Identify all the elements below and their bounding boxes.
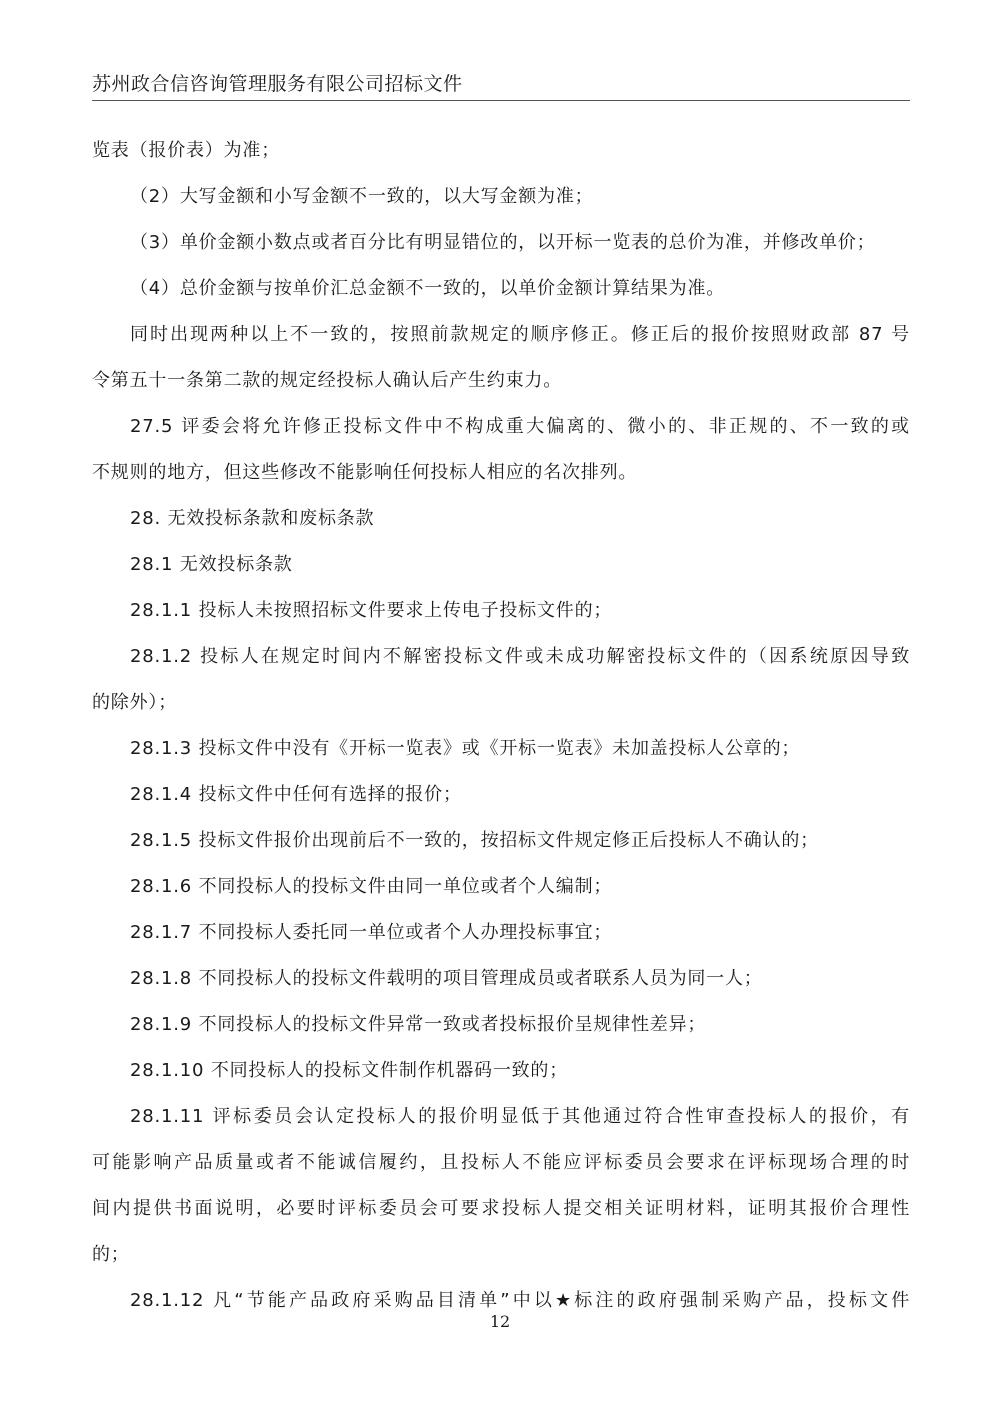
- text-line: 28.1.12 凡“节能产品政府采购品目清单”中以★标注的政府强制采购产品，投标文件: [130, 1290, 910, 1311]
- page-header: [92, 72, 910, 104]
- text-line: 同时出现两种以上不一致的，按照前款规定的顺序修正。修正后的报价按照财政部 87 号: [130, 324, 910, 345]
- text-line: 27.5 评委会将允许修正投标文件中不构成重大偏离的、微小的、非正规的、不一致的或: [130, 416, 910, 437]
- text-line: 览表（报价表）为准；: [92, 140, 280, 161]
- text-line: 间内提供书面说明，必要时评标委员会可要求投标人提交相关证明材料，证明其报价合理性: [92, 1198, 910, 1219]
- subsection-heading: 28.1 无效投标条款: [130, 554, 293, 575]
- text-line: 28.1.5 投标文件报价出现前后不一致的，按招标文件规定修正后投标人不确认的；: [130, 830, 819, 851]
- text-line: 28.1.3 投标文件中没有《开标一览表》或《开标一览表》未加盖投标人公章的；: [130, 738, 801, 759]
- text-line: 的除外）；: [92, 692, 177, 713]
- section-heading: 28. 无效投标条款和废标条款: [130, 508, 375, 529]
- text-line: 可能影响产品质量或者不能诚信履约，且投标人不能应评标委员会要求在评标现场合理的时: [92, 1152, 910, 1173]
- text-line: 令第五十一条第二款的规定经投标人确认后产生约束力。: [92, 370, 562, 391]
- text-line: 28.1.1 投标人未按照招标文件要求上传电子投标文件的；: [130, 600, 613, 621]
- text-line: （2）大写金额和小写金额不一致的，以大写金额为准；: [130, 186, 594, 207]
- text-line: 28.1.6 不同投标人的投标文件由同一单位或者个人编制；: [130, 876, 613, 897]
- text-line: （3）单价金额小数点或者百分比有明显错位的，以开标一览表的总价为准，并修改单价；: [130, 232, 876, 253]
- header-divider: [92, 100, 910, 101]
- text-line: 28.1.7 不同投标人委托同一单位或者个人办理投标事宜；: [130, 922, 613, 943]
- header-title: 苏州政合信咨询管理服务有限公司招标文件: [92, 73, 463, 95]
- document-body: [92, 128, 910, 1324]
- page-number: 12: [489, 1312, 511, 1331]
- text-line: 28.1.4 投标文件中任何有选择的报价；: [130, 784, 462, 805]
- text-line: 28.1.2 投标人在规定时间内不解密投标文件或未成功解密投标文件的（因系统原因导致: [130, 646, 910, 667]
- text-line: （4）总价金额与按单价汇总金额不一致的，以单价金额计算结果为准。: [130, 278, 726, 299]
- text-line: 28.1.8 不同投标人的投标文件载明的项目管理成员或者联系人员为同一人；: [130, 968, 763, 989]
- text-line: 28.1.11 评标委员会认定投标人的报价明显低于其他通过符合性审查投标人的报价，有: [130, 1106, 910, 1127]
- text-line: 的；: [92, 1244, 130, 1265]
- text-line: 28.1.9 不同投标人的投标文件异常一致或者投标报价呈规律性差异；: [130, 1014, 707, 1035]
- text-line: 28.1.10 不同投标人的投标文件制作机器码一致的；: [130, 1060, 569, 1081]
- text-line: 不规则的地方，但这些修改不能影响任何投标人相应的名次排列。: [92, 462, 638, 483]
